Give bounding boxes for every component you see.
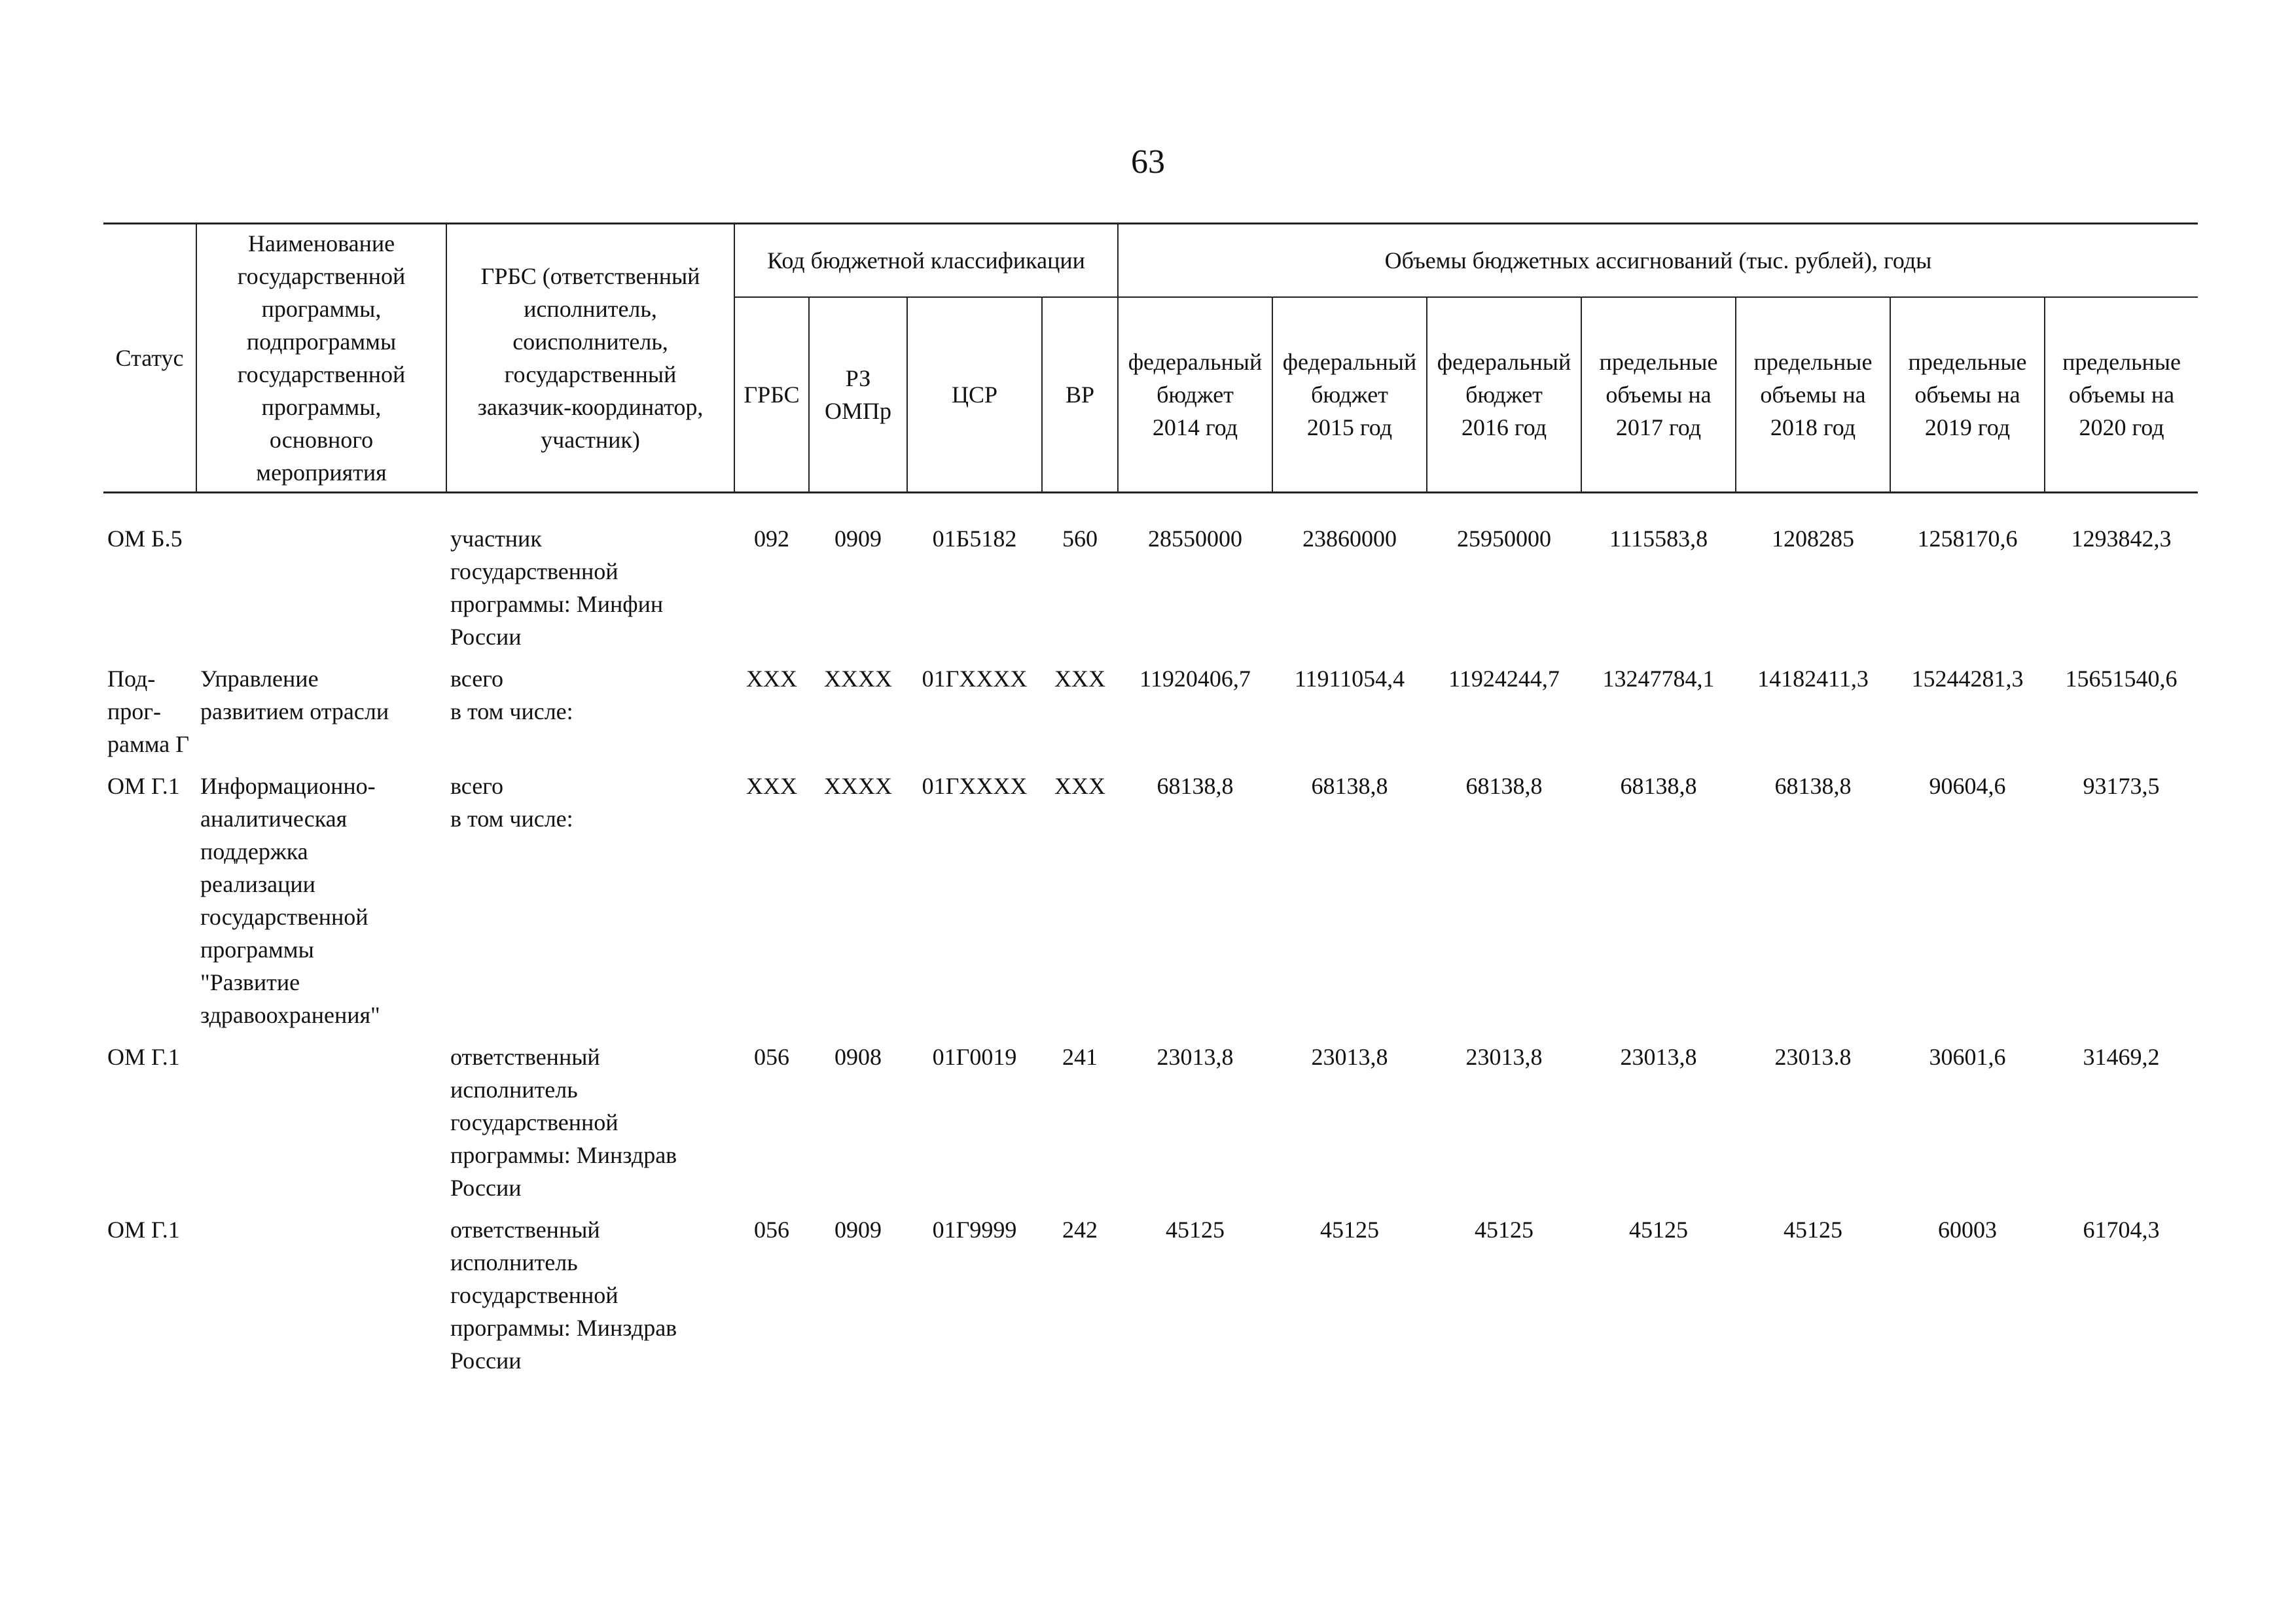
header-code-rz-ompr: РЗ ОМПр — [809, 297, 907, 493]
row-program-name: Управление развитием отрасли — [200, 666, 389, 724]
table-row — [103, 1213, 2198, 1386]
row-code-grbs: 056 — [754, 1217, 789, 1243]
table-row — [103, 1041, 2198, 1213]
row-code-grbs: ХХХ — [746, 666, 797, 692]
row-code-csr: 01Г0019 — [932, 1044, 1017, 1070]
row-code-vr: 241 — [1062, 1044, 1098, 1070]
row-value-2017: 1115583,8 — [1609, 526, 1708, 552]
row-value-2017: 23013,8 — [1620, 1044, 1697, 1070]
row-value-2014: 11920406,7 — [1139, 666, 1251, 692]
row-code-rz: ХХХХ — [824, 773, 892, 799]
row-value-2020: 93173,5 — [2083, 773, 2160, 799]
row-code-grbs: 092 — [754, 526, 789, 552]
header-year-2014: федеральный бюджет 2014 год — [1118, 297, 1272, 493]
row-value-2020: 31469,2 — [2083, 1044, 2160, 1070]
row-value-2018: 23013.8 — [1774, 1044, 1852, 1070]
row-value-2016: 11924244,7 — [1448, 666, 1560, 692]
row-program-name: Информационно- аналитическая поддержка реализации государственной программы "Развитие здравоохранения" — [200, 773, 380, 1028]
row-code-rz: 0909 — [834, 526, 882, 552]
row-status: ОМ Г.1 — [107, 773, 180, 799]
row-code-csr: 01ГХХХХ — [922, 773, 1028, 799]
header-year-2016: федеральный бюджет 2016 год — [1427, 297, 1581, 493]
row-value-2015: 45125 — [1320, 1217, 1379, 1243]
row-code-vr: 560 — [1062, 526, 1098, 552]
row-program-name — [196, 493, 446, 663]
row-value-2016: 23013,8 — [1465, 1044, 1543, 1070]
row-grbs-role: всего в том числе: — [450, 666, 573, 724]
table-row — [103, 662, 2198, 770]
row-value-2014: 23013,8 — [1157, 1044, 1234, 1070]
row-status: ОМ Г.1 — [107, 1217, 180, 1243]
header-grbs-role: ГРБС (ответственный исполнитель, соисполнитель, государственный заказчик-координатор, участник) — [446, 224, 734, 493]
row-value-2019: 90604,6 — [1929, 773, 2006, 799]
row-code-csr: 01ГХХХХ — [922, 666, 1028, 692]
row-value-2020: 61704,3 — [2083, 1217, 2160, 1243]
row-status: Под- прог- рамма Г — [107, 666, 190, 757]
header-budget-code-group: Код бюджетной классификации — [734, 224, 1118, 298]
row-value-2019: 15244281,3 — [1911, 666, 2024, 692]
header-year-2018: предельные объемы на 2018 год — [1736, 297, 1890, 493]
row-value-2014: 45125 — [1166, 1217, 1225, 1243]
header-code-vr: ВР — [1042, 297, 1118, 493]
row-grbs-role: ответственный исполнитель государственной программы: Минздрав России — [450, 1044, 677, 1201]
row-code-rz: 0909 — [834, 1217, 882, 1243]
row-value-2016: 25950000 — [1457, 526, 1551, 552]
row-status: ОМ Г.1 — [107, 1044, 180, 1070]
row-value-2017: 68138,8 — [1620, 773, 1697, 799]
row-program-name — [196, 1213, 446, 1386]
table-row — [103, 770, 2198, 1041]
row-value-2018: 45125 — [1784, 1217, 1842, 1243]
row-code-rz: 0908 — [834, 1044, 882, 1070]
row-code-csr: 01Б5182 — [932, 526, 1017, 552]
row-value-2020: 15651540,6 — [2065, 666, 2178, 692]
page-number: 63 — [1131, 143, 1165, 181]
row-value-2017: 45125 — [1629, 1217, 1688, 1243]
row-value-2019: 30601,6 — [1929, 1044, 2006, 1070]
row-grbs-role: участник государственной программы: Минфин России — [450, 526, 664, 650]
row-value-2015: 23013,8 — [1311, 1044, 1388, 1070]
row-grbs-role: ответственный исполнитель государственной программы: Минздрав России — [450, 1217, 677, 1374]
row-code-vr: 242 — [1062, 1217, 1098, 1243]
row-grbs-role: всего в том числе: — [450, 773, 573, 832]
row-program-name — [196, 1041, 446, 1213]
table-row — [103, 493, 2198, 663]
row-value-2017: 13247784,1 — [1602, 666, 1715, 692]
row-code-grbs: ХХХ — [746, 773, 797, 799]
row-code-vr: ХХХ — [1054, 773, 1105, 799]
row-value-2019: 1258170,6 — [1917, 526, 2018, 552]
row-value-2016: 68138,8 — [1465, 773, 1543, 799]
header-volume-group: Объемы бюджетных ассигнований (тыс. рублей), годы — [1118, 224, 2198, 298]
header-status: Статус — [103, 224, 196, 493]
row-value-2014: 28550000 — [1148, 526, 1242, 552]
row-code-csr: 01Г9999 — [932, 1217, 1017, 1243]
budget-allocation-table — [103, 223, 2198, 1386]
row-value-2018: 14182411,3 — [1757, 666, 1869, 692]
row-code-rz: ХХХХ — [824, 666, 892, 692]
row-value-2015: 23860000 — [1302, 526, 1397, 552]
row-value-2020: 1293842,3 — [2071, 526, 2172, 552]
row-value-2015: 68138,8 — [1311, 773, 1388, 799]
header-year-2020: предельные объемы на 2020 год — [2045, 297, 2198, 493]
row-value-2018: 1208285 — [1772, 526, 1854, 552]
row-value-2016: 45125 — [1475, 1217, 1534, 1243]
row-code-vr: ХХХ — [1054, 666, 1105, 692]
header-year-2019: предельные объемы на 2019 год — [1890, 297, 2045, 493]
row-code-grbs: 056 — [754, 1044, 789, 1070]
row-value-2015: 11911054,4 — [1294, 666, 1405, 692]
header-code-grbs: ГРБС — [734, 297, 809, 493]
row-value-2014: 68138,8 — [1157, 773, 1234, 799]
header-year-2015: федеральный бюджет 2015 год — [1272, 297, 1427, 493]
header-year-2017: предельные объемы на 2017 год — [1581, 297, 1736, 493]
row-value-2018: 68138,8 — [1774, 773, 1852, 799]
header-code-csr: ЦСР — [907, 297, 1042, 493]
row-value-2019: 60003 — [1938, 1217, 1997, 1243]
header-program-name: Наименование государственной программы, подпрограммы государственной программы, основного мероприятия — [196, 224, 446, 493]
row-status: ОМ Б.5 — [107, 526, 183, 552]
